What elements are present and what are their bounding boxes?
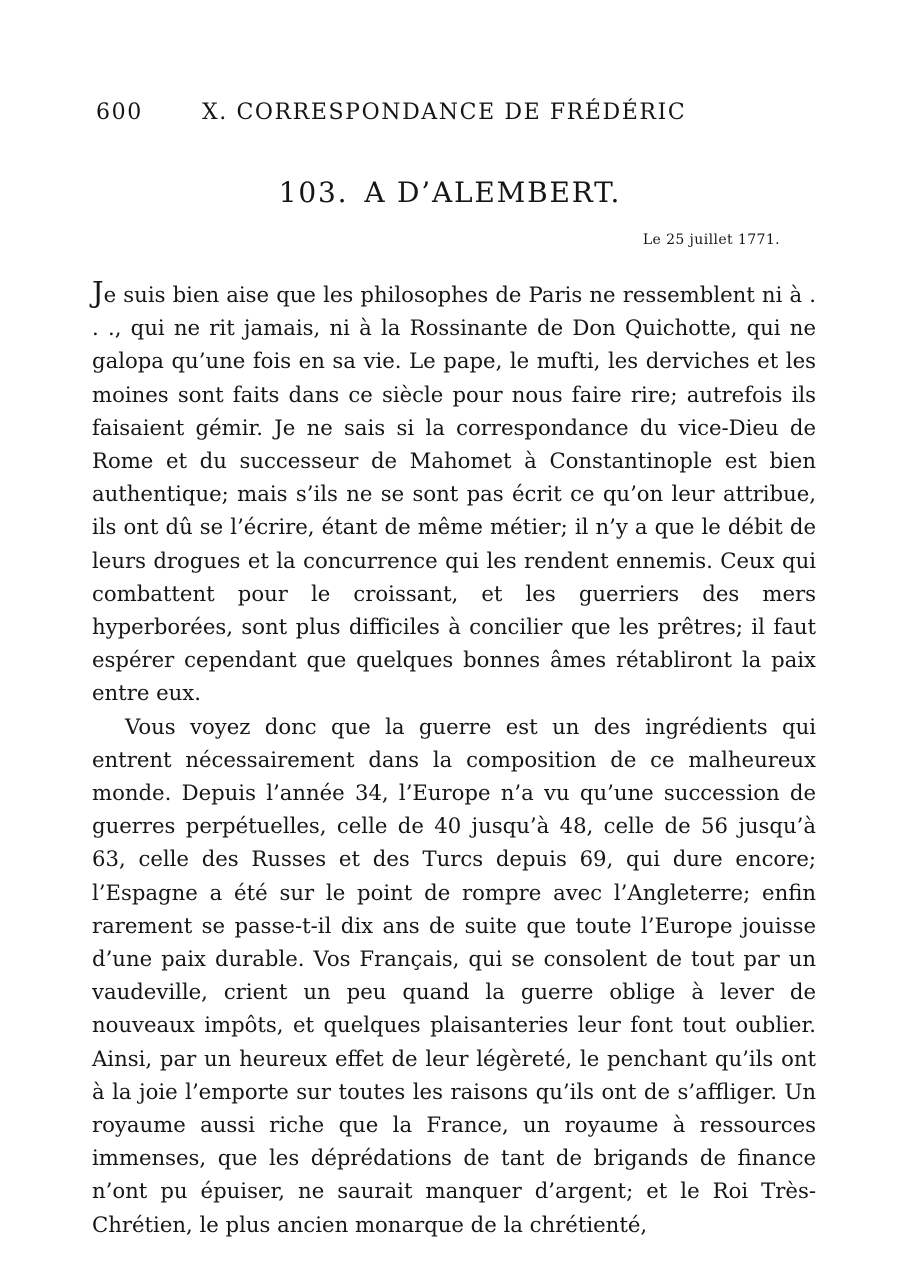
body-paragraph-1 bbox=[92, 276, 816, 710]
drop-initial: J bbox=[92, 275, 104, 309]
body-paragraph-1-text: e suis bien aise que les philosophes de Paris ne ressemblent ni à . . ., qui ne rit jamais, ni à la Rossinante de Don Quichotte, qui ne galopa qu’une fois en sa vie. Le pape, le mufti, les derviches et les moines sont faits dans ce siècle pour nous faire rire; autrefois ils faisaient gémir. Je ne sais si la correspondance du vice-Dieu de Rome et du successeur de Mahomet à Constantinople est bien authentique; mais s’ils ne se sont pas écrit ce qu’on leur attribue, ils ont dû se l’écrire, étant de même métier; il n’y a que le débit de leurs drogues et la concurrence qui les rendent ennemis. Ceux qui combattent pour le croissant, et les guerriers des mers hyperborées, sont plus difficiles à concilier que les prêtres; il faut espérer cependant que quelques bonnes âmes rétabliront la paix entre eux. bbox=[92, 282, 816, 706]
letter-body bbox=[92, 276, 816, 1241]
letter-recipient: A D’ALEMBERT. bbox=[364, 176, 622, 209]
running-title: X. CORRESPONDANCE DE FRÉDÉRIC bbox=[202, 100, 687, 125]
body-paragraph-2: Vous voyez donc que la guerre est un des ingrédients qui entrent nécessairement dans la composition de ce malheureux monde. Depuis l’année 34, l’Europe n’a vu qu’une succession de guerres perpétuelles, celle de 40 jusqu’à 48, celle de 56 jusqu’à 63, celle des Russes et des Turcs depuis 69, qui dure encore; l’Espagne a été sur le point de rompre avec l’Angleterre; enfin rarement se passe-t-il dix ans de suite que toute l’Europe jouisse d’une paix durable. Vos Français, qui se consolent de tout par un vaudeville, crient un peu quand la guerre oblige à lever de nouveaux impôts, et quelques plaisanteries leur font tout oublier. Ainsi, par un heureux effet de leur légèreté, le penchant qu’ils ont à la joie l’emporte sur toutes les raisons qu’ils ont de s’affliger. Un royaume aussi riche que la France, un royaume à ressources immenses, que les déprédations de tant de brigands de finance n’ont pu épuiser, ne saurait manquer d’argent; et le Roi Très-Chrétien, le plus ancien monarque de la chrétienté, bbox=[92, 713, 816, 1237]
letter-heading bbox=[0, 176, 900, 209]
letter-number: 103. bbox=[278, 176, 349, 209]
running-head bbox=[96, 100, 716, 134]
page-number: 600 bbox=[96, 100, 143, 125]
letter-date: Le 25 juillet 1771. bbox=[642, 232, 780, 248]
